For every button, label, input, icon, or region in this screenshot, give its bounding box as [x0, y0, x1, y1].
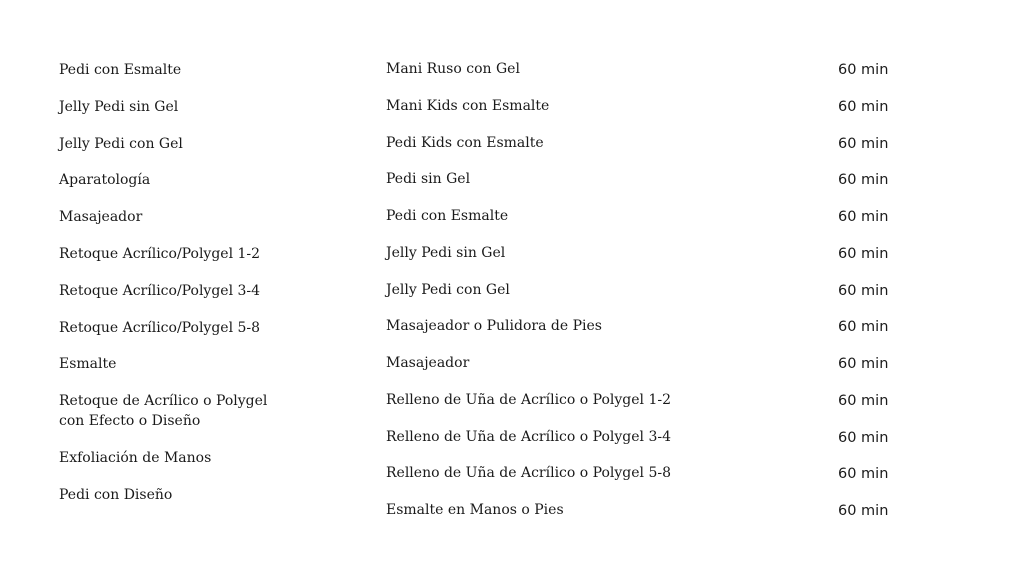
service-row — [386, 500, 906, 537]
service-row — [386, 169, 906, 206]
service-duration: 60 min — [838, 62, 889, 78]
service-name: Jelly Pedi con Gel — [386, 281, 510, 298]
left-service-item: Masajeador — [59, 209, 143, 226]
service-row — [386, 96, 906, 133]
left-service-item: Jelly Pedi con Gel — [59, 135, 183, 152]
service-duration: 60 min — [838, 356, 889, 372]
left-service-item: Retoque Acrílico/Polygel 5-8 — [59, 319, 261, 336]
service-duration: 60 min — [838, 98, 889, 115]
service-name: Masajeador — [386, 355, 470, 371]
service-duration: 60 min — [838, 503, 889, 519]
service-duration: 60 min — [838, 172, 889, 189]
service-row — [386, 243, 906, 280]
service-duration: 60 min — [838, 209, 889, 225]
left-service-item: Pedi con Diseño — [59, 486, 173, 503]
service-name: Relleno de Uña de Acrílico o Polygel 1-2 — [386, 391, 672, 408]
service-row — [386, 280, 906, 317]
left-service-item: Esmalte — [59, 356, 117, 373]
service-duration: 60 min — [838, 245, 889, 262]
service-duration: 60 min — [838, 429, 889, 446]
service-row — [386, 133, 906, 170]
service-row — [386, 427, 906, 464]
service-row — [386, 463, 906, 500]
service-name: Pedi Kids con Esmalte — [386, 134, 544, 151]
left-service-item: Exfoliación de Manos — [59, 449, 212, 466]
service-name: Relleno de Uña de Acrílico o Polygel 3-4 — [386, 428, 672, 445]
right-service-list — [386, 59, 906, 537]
service-duration: 60 min — [838, 319, 889, 336]
service-name: Mani Kids con Esmalte — [386, 97, 550, 114]
service-duration: 60 min — [838, 466, 889, 483]
left-service-item: Retoque Acrílico/Polygel 1-2 — [59, 245, 261, 262]
service-name: Pedi con Esmalte — [386, 208, 509, 224]
service-duration: 60 min — [838, 282, 889, 299]
service-row — [386, 390, 906, 427]
service-row — [386, 353, 906, 390]
service-name: Pedi sin Gel — [386, 171, 471, 188]
service-row — [386, 59, 906, 96]
service-name: Masajeador o Pulidora de Pies — [386, 318, 602, 335]
service-name: Esmalte en Manos o Pies — [386, 502, 564, 518]
left-service-item: Pedi con Esmalte — [59, 62, 182, 78]
service-name: Jelly Pedi sin Gel — [386, 244, 506, 261]
left-service-item: Jelly Pedi sin Gel — [59, 98, 179, 115]
service-row — [386, 316, 906, 353]
service-duration: 60 min — [838, 392, 889, 409]
left-service-item: Aparatología — [59, 172, 151, 189]
service-name: Relleno de Uña de Acrílico o Polygel 5-8 — [386, 465, 672, 482]
service-row — [386, 206, 906, 243]
left-service-list — [59, 60, 359, 522]
service-name: Mani Ruso con Gel — [386, 61, 520, 77]
service-duration: 60 min — [838, 135, 889, 152]
left-service-item: Retoque Acrílico/Polygel 3-4 — [59, 282, 261, 299]
left-service-item: Retoque de Acrílico o Polygel con Efecto o Diseño — [59, 393, 268, 430]
